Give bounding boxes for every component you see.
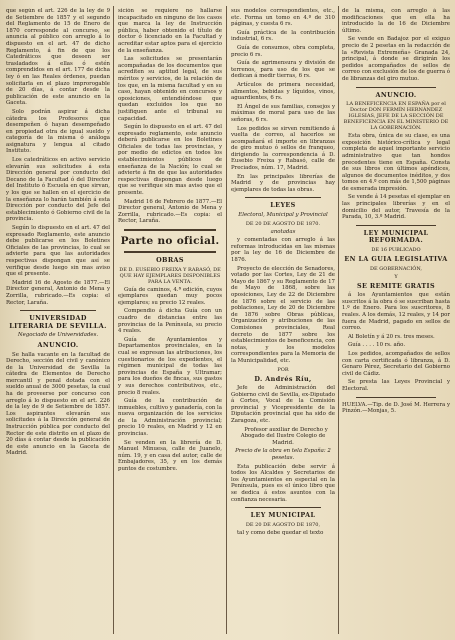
- paragraph: En las principales librerías de Madrid y de provincias hay ejemplares de todas las obras.: [231, 173, 335, 193]
- column-rule: [113, 6, 114, 634]
- imprint: HUELVA.—Tip. de D. José M. Herrera y Pinzón.—Monjas, 5.: [342, 401, 450, 415]
- paragraph: El Ángel de sus familias, consejos y máximas de moral para uso de las señoras, 6 rs.: [231, 103, 335, 123]
- subheading: DE GOBERNACIÓN,: [370, 265, 422, 272]
- section-heading: ANUNCIO.: [375, 90, 417, 99]
- divider: [245, 197, 321, 198]
- section-heading: OBRAS: [156, 256, 184, 264]
- paragraph: Los pedidos se sirven remitiendo á vuelta de correo, al hacerlos se acompañará el importe en libranzas de giro mutuo ó sellos de franqueo, dirigiendo la correspondencia á D. Eusebio Freixa y Rabasó, calle de Preciados, núm. 17, Madrid.: [231, 125, 335, 172]
- subheading: DE 20 DE AGOSTO DE 1870,: [245, 521, 321, 528]
- paragraph: tal y como debe quedar el texto: [237, 529, 324, 536]
- paragraph: sición se requiere no hallarse incapacitado en ninguno de los casos que marca la ley de Instrucción pública, haber obtenido el título de doctor ó licenciado en la Facultad y acreditar estar aptos para el ejercicio de la enseñanza.: [118, 8, 222, 54]
- paragraph: Se halla vacante en la facultad de Derecho, sección del civil y canónico de la Universidad de Sevilla la cátedra de Elementos de Derecho mercantil y penal dotada con el sueldo anual de 3000 pesetas, la cual ha de proveerse por concurso con arreglo á lo dispuesto en el art. 226 de la ley de 9 de Setiembre de 1857. Los aspirantes elevarán sus solicitudes á la Dirección general de Instrucción pública por conducto del Rector de este distrito en el plazo de 20 días á contar desde la publicación de este anuncio en la Gaceta de Madrid.: [6, 351, 110, 457]
- paragraph: Proyecto de elección de Senadores, votado por las Cortes, Ley de 21 de Mayo de 1867 y su Reglamento de 17 de Mayo de 1868, sobre las oposiciones, Ley de 22 de Diciembre de 1876 sobre el servicio de las poblaciones, Ley de 20 de Diciembre de 1876 sobre Obras públicas, Organización y atribuciones de las Comisiones provinciales, Real decreto de 1877 sobre los establecimientos de beneficencia, con notas, y los modelos correspondientes para la Memoria de la Municipalidad, etc.: [231, 265, 335, 364]
- paragraph: Se vende á 14 pesetas el ejemplar en las principales librerías y en el domicilio del autor, Travesía de la Parada, 10, 3.º Madrid.: [342, 194, 450, 221]
- paragraph: Guía de la contribución de inmuebles, cultivo y ganadería, con la nueva organización de los servicios de la Administración provincial; precio 10 reales, en Madrid y 12 en provincias.: [118, 398, 222, 438]
- signature-paragraph: Madrid 16 de Febrero de 1877.—El Director general, Antonio de Mena y Zorrilla, rubricado.—Es copia: el Rector, Laraña.: [118, 198, 222, 225]
- subheading: DE 20 DE AGOSTO DE 1870.: [245, 220, 321, 227]
- paragraph: Las solicitudes se presentarán acompañadas de los documentos que acrediten su aptitud legal, de sus méritos y servicios, de la relación de los que, en la misma facultad y en su caso, hayan obtenido en concursos y oposiciones, entendiéndose que quedan excluidos los que no justifiquen ante el tribunal su capacidad.: [118, 56, 222, 122]
- paragraph: Guía de consumos, obra completa, precio 6 rs.: [231, 44, 335, 58]
- double-divider: [124, 229, 216, 231]
- paragraph: Guía de caminos, 4.ª edición, cuyos ejemplares quedan muy pocos ejemplares; su precio 12 reales.: [118, 286, 222, 306]
- paragraph: Jefe de Administración del Gobierno civil de Sevilla, ex-Diputado á Cortes, Vocal de la Comisión provincial y Vicepresidente de la Diputación provincial que ha sido de Zaragoza, etc.: [231, 385, 335, 425]
- column-4: [342, 8, 450, 634]
- subheading: LA BENEFICENCIA EN ESPAÑA por el Doctor DON FERMÍN HERNÁNDEZ IGLESIAS, JEFE DE LA SECCIÓN DE BENEFICENCIA EN EL MINISTERIO DE LA GOBERNACIÓN.: [343, 101, 449, 132]
- double-divider: [124, 251, 216, 253]
- subheading: anotadas: [270, 228, 296, 235]
- divider: [245, 507, 321, 508]
- paragraph: y comentadas con arreglo á las reformas introducidas en las mismas por la ley de 16 de Diciembre de 1876.: [231, 237, 335, 263]
- subheading: SE REMITE GRATIS: [357, 281, 435, 290]
- subheading: Electoral, Municipal y Provincial: [238, 212, 328, 219]
- signature-paragraph: Madrid 16 de Agosto de 1877.—El Director general, Antonio de Mena y Zorrilla, rubricado.—Es copia: el Rector, Laraña.: [6, 279, 110, 306]
- section-title: Parte no oficial.: [120, 235, 220, 247]
- paragraph: Esta publicación debe servir á todos los Alcaldes y Secretarios de los Ayuntamientos en especial en la Península, pues es el único libro que se dedica á estos asuntos con la confianza necesaria.: [231, 463, 335, 503]
- paragraph: Guía de agrimensura y división de terrenos, para uso de los que se dedican á medir tierras, 6 rs.: [231, 60, 335, 80]
- paragraph: sus modelos correspondientes, etc., etc. Forma un tomo en 4.º de 310 páginas, y cuesta 6 rs.: [231, 8, 335, 28]
- paragraph: Se venden en la librería de D. Manuel Minuesa, calle de Juanelo, núm. 19, y en casa del autor, calle de Embajadores, 35, y en los demás puntos de costumbre.: [118, 439, 222, 473]
- paragraph: Se presta las Leyes Provincial y Electoral.: [342, 379, 450, 392]
- subheading: EN LA GUIA LEGISLATIVA: [344, 255, 448, 264]
- paragraph: á los Ayuntamientos que están suscritos á la obra ó se suscriban hasta 1.º de Enero. Para los suscritores, 8 reales. A los demás, 12 reales, y 14 por fuera de Madrid, pagado en sellos de correo.: [342, 292, 450, 332]
- paragraph: de la misma, con arreglo á las modificaciones que en ella ha introducido la de 16 de Diciembre último.: [342, 8, 450, 34]
- section-heading: ANUNCIO.: [37, 340, 79, 349]
- divider: [356, 397, 436, 398]
- paragraph: Guía . . . . 10 rs. año.: [348, 342, 406, 349]
- divider: [356, 87, 436, 88]
- divider: [20, 310, 96, 311]
- section-heading: LEYES: [270, 201, 296, 210]
- paragraph: Profesor auxiliar de Derecho y Abogado del Ilustre Colegio de Madrid.: [240, 426, 328, 446]
- column-3: [231, 8, 335, 634]
- paragraph: que según el art. 226 de la ley de 9 de Setiembre de 1857 y el segundo del Reglamento de 15 de Enero de 1870 corresponde al concurso, se anuncia al público con arreglo á lo dispuesto en el art. 47 de dicho Reglamento, á fin de que los Catedráticos que deseen ser trasladados á ellas ó estén comprendidos en el art. 177 de dicha ley ó en las Reales órdenes, puedan solicitarla en el plazo improrogable de 20 días, á contar desde la publicación de este anuncio en la Gaceta.: [6, 8, 110, 107]
- column-1: [6, 8, 110, 634]
- section-heading: UNIVERSIDAD LITERARIA DE SEVILLA.: [9, 314, 107, 330]
- paragraph: Según lo dispuesto en el art. 47 del expresado Reglamento, este anuncio debe publicarse en los Boletines Oficiales de las provincias, lo cual se advierte para que las autoridades respectivas dispongan que así se verifique desde luego sin mas aviso que el presente.: [6, 225, 110, 278]
- paragraph: Compendio á dicha Guía con un cuadro de distancias entre las provincias de la Península, su precio 4 reales.: [118, 308, 222, 335]
- subheading: POR: [277, 366, 289, 373]
- paragraph: Los catedráticos en activo servicio elevarán sus solicitudes á esta Dirección general por conducto del Decano de la Facultad ó del Director del Instituto ó Escuela en que sirvan, y los que se hallen en el ejercicio de la enseñanza lo harán también á esta Dirección por conducto del Jefe del establecimiento ó Gobierno civil de la provincia.: [6, 157, 110, 223]
- paragraph: Artículos de primera necesidad, alimentos, bebidas y líquidos, vinos, aguardientes, 6 rs.: [231, 81, 335, 102]
- paragraph: Se vende en Badajoz por el exiguo precio de 2 pesetas en la redacción de la «Revista Extremeña» Granada 24, principal, á donde se dirigirán los pedidos acompañados de sellos de correo con exclusión de los de guerra ó de libranzas del giro mutuo.: [342, 36, 450, 82]
- column-rule: [226, 6, 227, 634]
- author-name: D. Andrés Ríu,: [254, 374, 312, 383]
- paragraph: Guía práctica de la contribución industrial, 6 rs.: [231, 29, 335, 43]
- price-line: Precio de la obra en tela España: 2 pesetas.: [235, 448, 331, 462]
- paragraph: Esta obra, única de su clase, es una exposición histórico-crítica y legal completa de aquel importante servicio administrativo que tan hondos precedentes tiene en España. Consta de sus libros con últimos apéndices, algunos de documentos inéditos, y dos tomos en 4.º con más de 1,500 páginas de esmerada impresión.: [342, 133, 450, 192]
- paragraph: Guía de Ayuntamientos y Departamentos provinciales, en la cual se expresan las atribuciones, los cuestionarios de los expedientes, el régimen municipal de todas las provincias de España y Ultramar; para los dueños de fincas, sus gastos y sus derechos contributivos, etc., precio 8 reales.: [118, 336, 222, 396]
- paragraph: Los pedidos, acompañados de sellos con carta certificada ó libranza, á D. Genaro Pérez, Secretario del Gobierno civil de Cádiz.: [342, 350, 450, 377]
- section-heading: LEY MUNICIPAL: [250, 511, 316, 520]
- subheading: DE D. EUSEBIO FREIXA Y RABASÓ, DE QUE HAY EJEMPLARES DISPONIBLES PARA LA VENTA.: [119, 266, 221, 285]
- subheading: Negociado de Universidades.: [17, 332, 99, 339]
- column-2: [118, 8, 222, 634]
- divider: [356, 225, 436, 226]
- column-rule: [338, 6, 339, 634]
- subheading: Y: [394, 273, 398, 280]
- paragraph: Solo podrán aspirar á dicha cátedra los Profesores que desempeñen ó hayan desempeñado en propiedad otra de igual sueldo y categoría de la misma ó análoga asignatura y lengua al citado Instituto.: [6, 108, 110, 155]
- section-heading: LEY MUNICIPAL REFORMADA.: [363, 228, 429, 245]
- subheading: DE 16 PUBLICADO: [371, 247, 421, 254]
- paragraph: Según lo dispuesto en el art. 47 del expresado reglamento, este anuncio deberá publicarse en los Boletines Oficiales de todas las provincias, y por medio de edictos en todos los establecimientos públicos de enseñanza de la Nación; lo cual se advierte á fin de que las autoridades respectivas dispongan desde luego que se verifique sin mas aviso que el presente.: [118, 124, 222, 197]
- paragraph: Al Boletín y á 20 rs. tres meses.: [348, 333, 435, 340]
